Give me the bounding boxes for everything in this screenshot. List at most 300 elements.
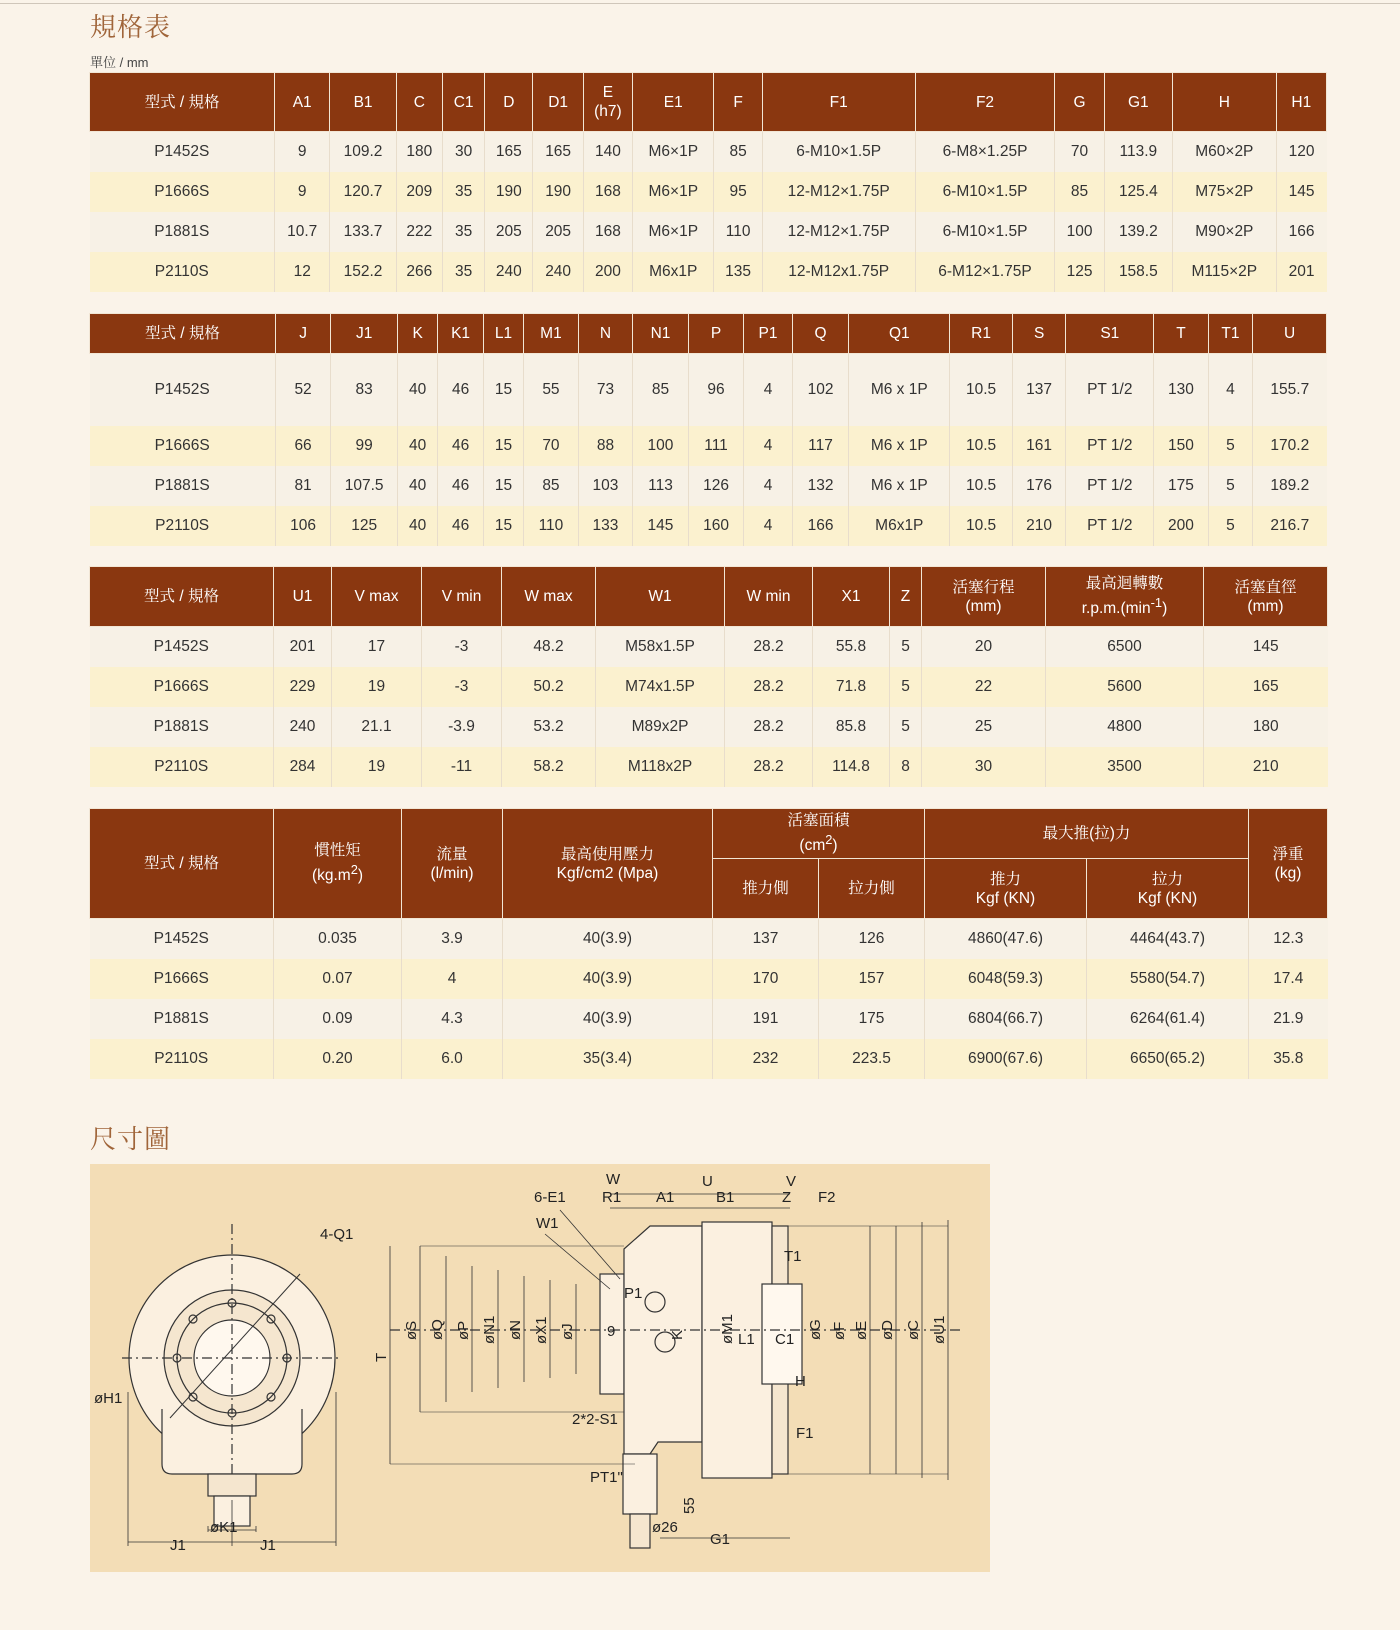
dimension-drawing [90, 1164, 990, 1572]
table-cell: 165 [1204, 667, 1328, 707]
table-row [90, 252, 1327, 292]
table-cell: 4464(43.7) [1087, 919, 1249, 959]
col-header: S [1012, 314, 1066, 354]
label-k: K [669, 1329, 686, 1340]
table-cell: -3.9 [422, 707, 502, 747]
table-cell: 0.07 [274, 959, 402, 999]
col-header: B1 [330, 73, 396, 132]
label-r1: R1 [602, 1189, 622, 1206]
table-cell: 15 [483, 354, 523, 426]
table-cell: 165 [485, 132, 533, 172]
header-line: Kgf/cm2 (Mpa) [556, 864, 659, 882]
top-divider [0, 3, 1400, 4]
table-cell: 40 [397, 506, 437, 546]
table-cell: 50.2 [502, 667, 596, 707]
col-header: C [396, 73, 442, 132]
model-cell: P2110S [90, 506, 276, 546]
table-cell: 40 [397, 466, 437, 506]
table-cell: 15 [483, 466, 523, 506]
table-cell: 3500 [1046, 747, 1204, 787]
label-c: øC [905, 1320, 922, 1340]
superscript: -1 [1150, 595, 1163, 611]
label-n1: øN1 [481, 1315, 498, 1344]
table-cell: 126 [819, 919, 925, 959]
table-cell: 200 [583, 252, 632, 292]
spec-table-4 [89, 808, 1328, 1079]
table-cell: PT 1/2 [1066, 466, 1154, 506]
col-header: W max [502, 567, 596, 627]
table-cell: 35 [442, 172, 484, 212]
table-cell: 145 [633, 506, 689, 546]
table-cell: 17 [332, 627, 422, 667]
col-header: G [1055, 73, 1104, 132]
label-h: H [795, 1373, 806, 1390]
table-cell: 110 [524, 506, 579, 546]
col-header: Q1 [849, 314, 950, 354]
col-header-push-side: 推力側 [713, 859, 819, 919]
table-cell: M6x1P [849, 506, 950, 546]
table-cell: 125 [331, 506, 398, 546]
header-line: 流量 [436, 845, 468, 863]
table-cell: 0.035 [274, 919, 402, 959]
header-line: 拉力 [1152, 870, 1184, 888]
header-line: 最高迴轉數 [1085, 575, 1164, 593]
label-s: øS [403, 1320, 420, 1340]
label-w1: W1 [536, 1215, 559, 1232]
col-header: K [397, 314, 437, 354]
col-header: D1 [533, 73, 583, 132]
col-header-pull-side: 拉力側 [819, 859, 925, 919]
table-cell: 12-M12x1.75P [762, 252, 915, 292]
col-header: J1 [331, 314, 398, 354]
header-line: ) [832, 837, 838, 855]
table-cell: 100 [1055, 212, 1104, 252]
table-cell: 4 [402, 959, 503, 999]
table-cell: 201 [1276, 252, 1326, 292]
table-cell: 175 [1154, 466, 1209, 506]
label-j: øJ [559, 1323, 576, 1340]
table-cell: 6-M10×1.5P [762, 132, 915, 172]
col-header: A1 [275, 73, 330, 132]
table-cell: -3 [422, 667, 502, 707]
table-cell: 8 [890, 747, 922, 787]
table-cell: 3.9 [402, 919, 503, 959]
table-cell: 168 [583, 172, 632, 212]
table-cell: M6x1P [633, 252, 714, 292]
col-header: F [714, 73, 762, 132]
col-header: P [688, 314, 744, 354]
table-cell: 240 [485, 252, 533, 292]
col-header: U [1253, 314, 1327, 354]
label-k1: øK1 [210, 1519, 238, 1536]
model-cell: P1666S [90, 959, 274, 999]
table-cell: 158.5 [1104, 252, 1172, 292]
table-cell: 109.2 [330, 132, 396, 172]
model-cell: P1666S [90, 172, 275, 212]
header-line: Kgf (KN) [975, 889, 1036, 907]
col-header: Q [792, 314, 849, 354]
table-cell: M89x2P [596, 707, 725, 747]
table-cell: 100 [633, 426, 689, 466]
label-b1: B1 [716, 1189, 735, 1206]
table-cell: 166 [1276, 212, 1326, 252]
col-header: V max [332, 567, 422, 627]
table-cell: 53.2 [502, 707, 596, 747]
col-header: K1 [438, 314, 483, 354]
table-cell: 132 [792, 466, 849, 506]
spec-table-1 [89, 72, 1327, 292]
table-row [90, 172, 1327, 212]
table-cell: 10.5 [950, 426, 1013, 466]
superscript: 2 [350, 862, 358, 878]
side-inlet [623, 1454, 657, 1514]
table-cell: M74x1.5P [596, 667, 725, 707]
table-cell: 205 [533, 212, 583, 252]
table-cell: M115×2P [1173, 252, 1277, 292]
label-f2: F2 [818, 1189, 836, 1206]
table-cell: 15 [483, 426, 523, 466]
leader-line [560, 1210, 620, 1279]
table-cell: 135 [714, 252, 762, 292]
col-header-area [713, 809, 925, 859]
table-cell: 160 [688, 506, 744, 546]
table-cell: 6804(66.7) [925, 999, 1087, 1039]
table-cell: 83 [331, 354, 398, 426]
table-cell: 240 [533, 252, 583, 292]
model-cell: P1881S [90, 707, 274, 747]
table-cell: 191 [713, 999, 819, 1039]
model-header: 型式 / 規格 [90, 73, 275, 132]
table-cell: 4 [744, 426, 792, 466]
header-line: 推力 [990, 870, 1022, 888]
table-cell: 103 [578, 466, 633, 506]
col-header-weight [1249, 809, 1328, 919]
table-cell: 12.3 [1249, 919, 1328, 959]
label-d26: ø26 [652, 1519, 678, 1536]
table-cell: 40(3.9) [503, 919, 713, 959]
table-row [90, 426, 1327, 466]
side-housing [624, 1226, 702, 1454]
dimension-heading: 尺寸圖 [90, 1124, 172, 1154]
table-cell: 4 [1208, 354, 1252, 426]
col-header: V min [422, 567, 502, 627]
col-header: U1 [274, 567, 332, 627]
table-cell: M6×1P [633, 212, 714, 252]
col-header-inertia [274, 809, 402, 919]
col-header-thrust: 最大推(拉)力 [925, 809, 1249, 859]
table-cell: M118x2P [596, 747, 725, 787]
table-cell: 81 [275, 466, 331, 506]
table-cell: 73 [578, 354, 633, 426]
table-cell: 17.4 [1249, 959, 1328, 999]
table-cell: 4.3 [402, 999, 503, 1039]
model-cell: P2110S [90, 1039, 274, 1079]
header-line: 活塞行程 [952, 578, 1015, 596]
table-cell: 0.09 [274, 999, 402, 1039]
table-row [90, 506, 1327, 546]
model-cell: P1881S [90, 999, 274, 1039]
table-row [90, 999, 1328, 1039]
table-cell: 150 [1154, 426, 1209, 466]
table-cell: 168 [583, 212, 632, 252]
table-cell: 229 [274, 667, 332, 707]
col-header: D [485, 73, 533, 132]
label-l1: L1 [738, 1331, 755, 1348]
model-cell: P2110S [90, 747, 274, 787]
table-cell: 55 [524, 354, 579, 426]
table-cell: 28.2 [725, 707, 813, 747]
table-cell: 4 [744, 354, 792, 426]
table-cell: 71.8 [813, 667, 890, 707]
label-pt1: PT1" [590, 1469, 623, 1486]
table-cell: 10.5 [950, 466, 1013, 506]
label-f1: F1 [796, 1425, 814, 1442]
model-cell: P1881S [90, 212, 275, 252]
table-cell: 46 [438, 426, 483, 466]
col-header-rpm [1046, 567, 1204, 627]
table-cell: 70 [1055, 132, 1104, 172]
table-body [90, 627, 1328, 787]
table-cell: 0.20 [274, 1039, 402, 1079]
table-cell: 166 [792, 506, 849, 546]
header-line: E [602, 84, 614, 101]
table-cell: 120 [1276, 132, 1326, 172]
table-cell: 5580(54.7) [1087, 959, 1249, 999]
table-cell: 70 [524, 426, 579, 466]
table-row [90, 1039, 1328, 1079]
header-line: 淨重 [1272, 845, 1304, 863]
table-body [90, 132, 1327, 292]
model-cell: P1666S [90, 426, 276, 466]
table-cell: 110 [714, 212, 762, 252]
table-cell: 15 [483, 506, 523, 546]
label-c1: C1 [775, 1331, 795, 1348]
col-header: H1 [1276, 73, 1326, 132]
label-m1: øM1 [719, 1314, 736, 1344]
table-cell: M6 x 1P [849, 466, 950, 506]
col-header: F1 [762, 73, 915, 132]
header-line: (mm) [965, 597, 1002, 615]
table-cell: 180 [396, 132, 442, 172]
table-cell: 170.2 [1253, 426, 1327, 466]
col-header-bore [1204, 567, 1328, 627]
table-cell: 85 [633, 354, 689, 426]
table-cell: 6-M8×1.25P [915, 132, 1055, 172]
table-cell: 6264(61.4) [1087, 999, 1249, 1039]
table-cell: 155.7 [1253, 354, 1327, 426]
table-cell: 6500 [1046, 627, 1204, 667]
col-header: W1 [596, 567, 725, 627]
table-cell: 6048(59.3) [925, 959, 1087, 999]
table-cell: 21.9 [1249, 999, 1328, 1039]
col-header: G1 [1104, 73, 1172, 132]
table-cell: 216.7 [1253, 506, 1327, 546]
col-header-e [583, 73, 632, 132]
table-cell: 5 [1208, 506, 1252, 546]
table-cell: 126 [688, 466, 744, 506]
table-row [90, 132, 1327, 172]
table-row [90, 747, 1328, 787]
table-cell: 210 [1012, 506, 1066, 546]
table-cell: 113.9 [1104, 132, 1172, 172]
label-9: 9 [607, 1323, 616, 1340]
table-row [90, 959, 1328, 999]
table-cell: 5 [1208, 426, 1252, 466]
table-cell: 200 [1154, 506, 1209, 546]
table-cell: 152.2 [330, 252, 396, 292]
table-cell: 9 [275, 132, 330, 172]
table-cell: 28.2 [725, 667, 813, 707]
table-cell: 190 [485, 172, 533, 212]
label-g1: G1 [710, 1531, 731, 1548]
table-cell: 125 [1055, 252, 1104, 292]
label-a1: A1 [656, 1189, 675, 1206]
col-header-stroke [922, 567, 1046, 627]
table-cell: 12-M12×1.75P [762, 172, 915, 212]
label-4-q1: 4-Q1 [320, 1226, 354, 1243]
header-line: 慣性矩 [314, 842, 361, 860]
table-cell: PT 1/2 [1066, 426, 1154, 466]
table-cell: 28.2 [725, 627, 813, 667]
table-cell: 66 [275, 426, 331, 466]
model-header: 型式 / 規格 [90, 809, 274, 919]
header-line: (l/min) [430, 864, 474, 882]
header-line: 活塞直徑 [1234, 578, 1297, 596]
table-cell: 6-M10×1.5P [915, 172, 1055, 212]
table-cell: 205 [485, 212, 533, 252]
table-row [90, 354, 1327, 426]
label-t: T [373, 1352, 390, 1362]
header-line: r.p.m.(min [1081, 600, 1151, 618]
header-line: ) [1162, 600, 1168, 618]
table-cell: 35.8 [1249, 1039, 1328, 1079]
table-cell: M6 x 1P [849, 426, 950, 466]
table-cell: 40 [397, 426, 437, 466]
table-row [90, 667, 1328, 707]
table-cell: PT 1/2 [1066, 506, 1154, 546]
col-header-push [925, 859, 1087, 919]
table-cell: 5600 [1046, 667, 1204, 707]
table-cell: PT 1/2 [1066, 354, 1154, 426]
col-header: R1 [950, 314, 1013, 354]
col-header: F2 [915, 73, 1055, 132]
table-cell: 12-M12×1.75P [762, 212, 915, 252]
table-cell: 222 [396, 212, 442, 252]
header-line: (kg.m [311, 867, 351, 885]
table-cell: 223.5 [819, 1039, 925, 1079]
table-cell: 4860(47.6) [925, 919, 1087, 959]
table-cell: 145 [1276, 172, 1326, 212]
table-cell: 106 [275, 506, 331, 546]
table-cell: 6900(67.6) [925, 1039, 1087, 1079]
table-cell: 5 [890, 707, 922, 747]
table-row [90, 212, 1327, 252]
label-j1-left: J1 [170, 1537, 186, 1554]
table-cell: 284 [274, 747, 332, 787]
table-cell: 85.8 [813, 707, 890, 747]
table-cell: 35(3.4) [503, 1039, 713, 1079]
table-cell: 10.5 [950, 354, 1013, 426]
model-cell: P1452S [90, 132, 275, 172]
table-cell: 46 [438, 466, 483, 506]
table-cell: 113 [633, 466, 689, 506]
label-55: 55 [681, 1497, 698, 1514]
table-cell: 88 [578, 426, 633, 466]
table-cell: 140 [583, 132, 632, 172]
label-z: Z [782, 1189, 792, 1206]
table-cell: 6-M12×1.75P [915, 252, 1055, 292]
side-fitting [630, 1514, 650, 1548]
table-cell: 55.8 [813, 627, 890, 667]
table-cell: 190 [533, 172, 583, 212]
table-cell: 4 [744, 506, 792, 546]
table-cell: M60×2P [1173, 132, 1277, 172]
table-cell: 125.4 [1104, 172, 1172, 212]
header-line: 活塞面積 [787, 812, 850, 830]
table-cell: 201 [274, 627, 332, 667]
table-cell: M58x1.5P [596, 627, 725, 667]
table-cell: 161 [1012, 426, 1066, 466]
front-port [208, 1474, 256, 1496]
table-cell: 130 [1154, 354, 1209, 426]
table-cell: 35 [442, 212, 484, 252]
col-header: P1 [744, 314, 792, 354]
label-x1: øX1 [533, 1316, 550, 1344]
leader-line [545, 1234, 610, 1289]
label-h1: øH1 [94, 1390, 123, 1407]
label-g: øG [807, 1319, 824, 1340]
table-cell: 48.2 [502, 627, 596, 667]
label-2-2-s1: 2*2-S1 [572, 1411, 618, 1428]
label-j1-right: J1 [260, 1537, 276, 1554]
table-cell: 107.5 [331, 466, 398, 506]
table-cell: 114.8 [813, 747, 890, 787]
col-header: T1 [1208, 314, 1252, 354]
table-cell: 30 [442, 132, 484, 172]
table-cell: 10.7 [275, 212, 330, 252]
model-cell: P1452S [90, 919, 274, 959]
table-row [90, 919, 1328, 959]
col-header: N [578, 314, 633, 354]
drawing-svg [90, 1164, 990, 1572]
table-cell: 120.7 [330, 172, 396, 212]
table-cell: 133 [578, 506, 633, 546]
table-cell: M6×1P [633, 132, 714, 172]
label-p: øP [455, 1320, 472, 1340]
table-row [90, 707, 1328, 747]
table-cell: 157 [819, 959, 925, 999]
spec-table-2 [89, 313, 1327, 546]
table-cell: 209 [396, 172, 442, 212]
table-cell: 96 [688, 354, 744, 426]
col-header-pull [1087, 859, 1249, 919]
table-cell: 5 [1208, 466, 1252, 506]
model-header: 型式 / 規格 [90, 314, 276, 354]
table-cell: 85 [1055, 172, 1104, 212]
table-cell: 240 [274, 707, 332, 747]
table-cell: M6 x 1P [849, 354, 950, 426]
table-cell: 35 [442, 252, 484, 292]
col-header-flow [402, 809, 503, 919]
table-cell: 58.2 [502, 747, 596, 787]
table-cell: 175 [819, 999, 925, 1039]
table-cell: 139.2 [1104, 212, 1172, 252]
header-line: (kg) [1274, 864, 1302, 882]
table-cell: 6-M10×1.5P [915, 212, 1055, 252]
spec-heading: 規格表 [90, 12, 172, 42]
model-cell: P1666S [90, 667, 274, 707]
col-header: W min [725, 567, 813, 627]
